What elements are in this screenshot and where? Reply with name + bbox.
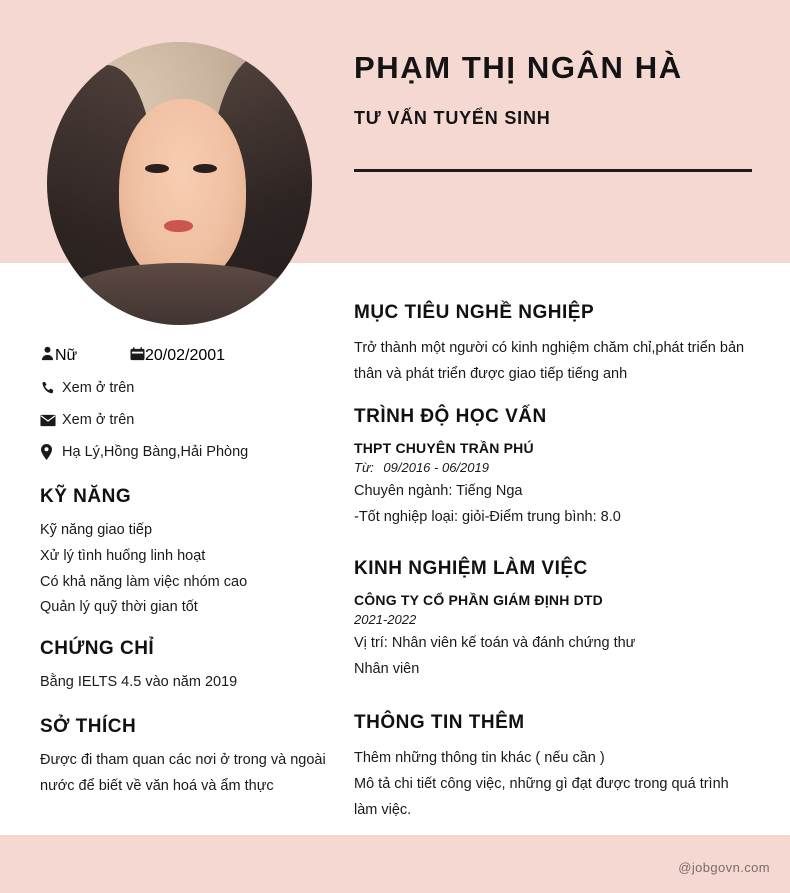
section-certificates bbox=[40, 638, 330, 696]
section-objective-heading: MỤC TIÊU NGHỀ NGHIỆP bbox=[354, 302, 595, 323]
skills-item: Kỹ năng giao tiếp bbox=[40, 522, 153, 538]
phone-icon bbox=[40, 381, 62, 396]
education-date-value: 09/2016 - 06/2019 bbox=[383, 460, 489, 475]
contact-row-gender-dob bbox=[40, 340, 330, 372]
education-result: -Tốt nghiệp loại: giỏi-Điểm trung bình: 8.0 bbox=[354, 508, 621, 525]
section-hobbies bbox=[40, 716, 330, 800]
contact-dob bbox=[130, 347, 225, 366]
section-education-heading: TRÌNH ĐỘ HỌC VẤN bbox=[354, 406, 547, 427]
section-objective bbox=[354, 302, 754, 388]
experience-position: Vị trí: Nhân viên kế toán và đánh chứng thư bbox=[354, 635, 636, 651]
section-skills bbox=[40, 486, 330, 621]
contact-row-email bbox=[40, 404, 330, 436]
section-hobbies-heading: SỞ THÍCH bbox=[40, 716, 137, 737]
more-info-line2: Mô tả chi tiết công việc, những gì đạt được trong quá trình làm việc. bbox=[354, 775, 729, 818]
section-education bbox=[354, 406, 754, 531]
avatar-eye-right bbox=[193, 164, 217, 174]
contact-gender-value: Nữ bbox=[55, 347, 78, 364]
experience-company: CÔNG TY CỔ PHẦN GIÁM ĐỊNH DTD bbox=[354, 592, 603, 608]
skills-item: Có khả năng làm việc nhóm cao bbox=[40, 573, 248, 590]
skills-item: Xử lý tình huống linh hoạt bbox=[40, 547, 206, 564]
experience-level: Nhân viên bbox=[354, 660, 420, 677]
contact-row-phone bbox=[40, 372, 330, 404]
section-more-info-heading: THÔNG TIN THÊM bbox=[354, 712, 525, 733]
contact-row-address bbox=[40, 436, 330, 468]
section-experience-heading: KINH NGHIỆM LÀM VIỆC bbox=[354, 558, 588, 579]
person-icon bbox=[40, 346, 55, 366]
footer-band bbox=[0, 835, 790, 893]
hobbies-text: Được đi tham quan các nơi ở trong và ngoài nước để biết về văn hoá và ẩm thực bbox=[40, 752, 326, 794]
objective-text: Trở thành một người có kinh nghiệm chăm chỉ,phát triển bản thân và phát triển được giao tiếp tiếng anh bbox=[354, 340, 745, 382]
contact-block bbox=[40, 340, 330, 468]
avatar bbox=[47, 42, 312, 325]
header-divider bbox=[354, 169, 752, 172]
contact-phone-value: Xem ở trên bbox=[62, 380, 135, 396]
section-skills-heading: KỸ NĂNG bbox=[40, 486, 132, 507]
education-major: Chuyên ngành: Tiếng Nga bbox=[354, 483, 523, 499]
avatar-lips bbox=[164, 220, 193, 231]
education-date-label: Từ: bbox=[354, 460, 374, 475]
avatar-photo bbox=[47, 42, 312, 325]
location-pin-icon bbox=[40, 444, 62, 460]
calendar-icon bbox=[130, 347, 145, 366]
certificates-item: Bằng IELTS 4.5 vào năm 2019 bbox=[40, 674, 238, 690]
contact-dob-value: 20/02/2001 bbox=[145, 347, 226, 364]
more-info-line1: Thêm những thông tin khác ( nếu cần ) bbox=[354, 750, 605, 766]
section-experience bbox=[354, 558, 754, 683]
contact-address-value: Hạ Lý,Hồng Bàng,Hải Phòng bbox=[62, 444, 249, 460]
section-certificates-heading: CHỨNG CHỈ bbox=[40, 638, 155, 659]
education-school: THPT CHUYÊN TRẦN PHÚ bbox=[354, 440, 534, 456]
avatar-face bbox=[119, 99, 246, 286]
candidate-name: PHẠM THỊ NGÂN HÀ bbox=[354, 50, 683, 85]
contact-email-value: Xem ở trên bbox=[62, 412, 135, 428]
section-more-info bbox=[354, 712, 754, 823]
mail-icon bbox=[40, 414, 62, 427]
footer-credit: @jobgovn.com bbox=[678, 860, 770, 875]
experience-period: 2021-2022 bbox=[354, 612, 417, 627]
education-dates bbox=[354, 460, 754, 475]
skills-item: Quản lý quỹ thời gian tốt bbox=[40, 599, 198, 616]
candidate-role: TƯ VẤN TUYỂN SINH bbox=[354, 108, 551, 128]
contact-gender bbox=[40, 346, 130, 366]
